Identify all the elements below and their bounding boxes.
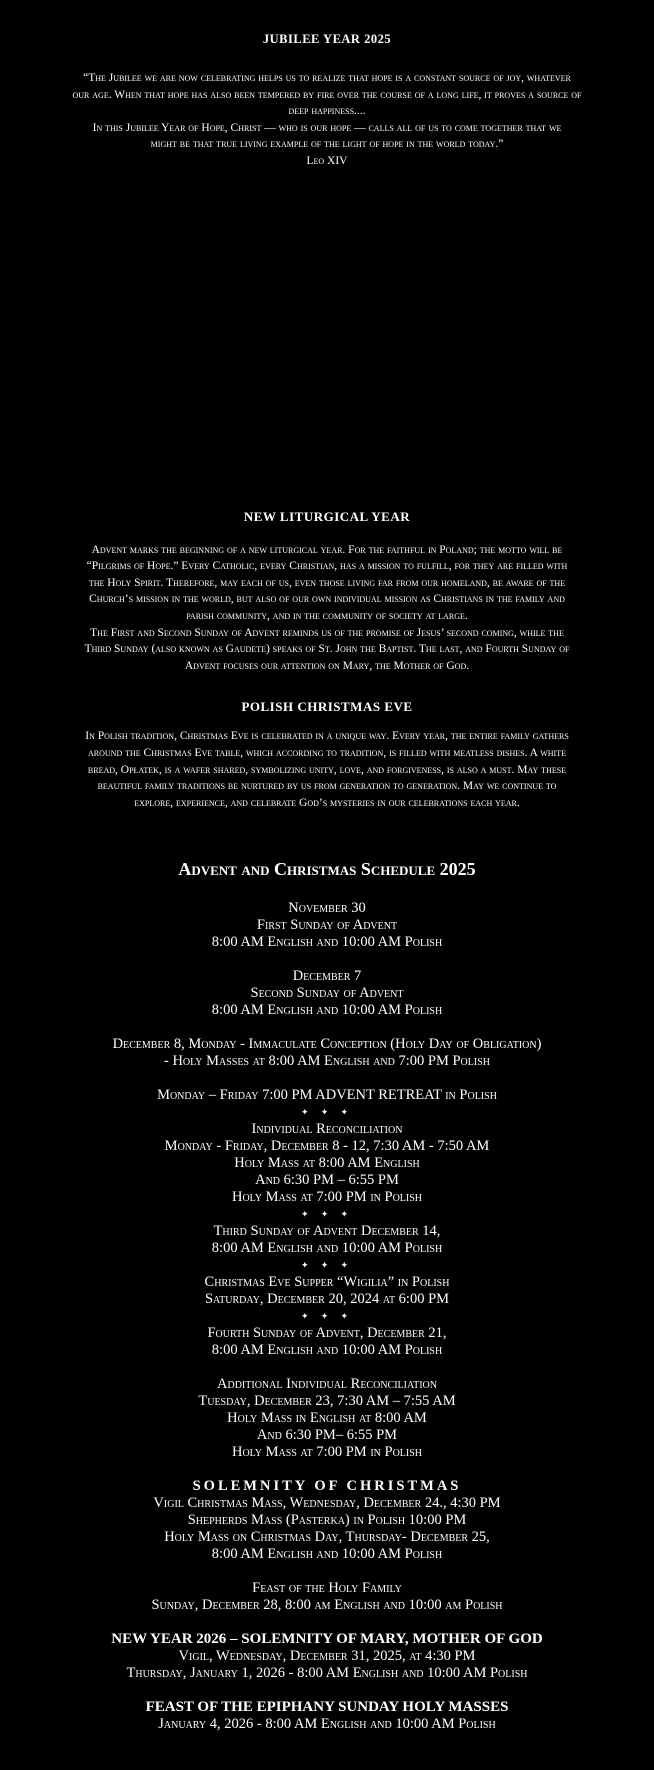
- text-line: And 6:30 PM – 6:55 PM: [255, 1172, 399, 1189]
- text-line: 8:00 AM English and 10:00 AM Polish: [211, 1342, 443, 1359]
- text-line: Church’s mission in the world, but also of our own individual mission as Christians in the family and: [89, 593, 565, 606]
- text-line: 8:00 AM English and 10:00 AM Polish: [211, 1546, 443, 1563]
- separator-ornament: ✦ ✦ ✦: [300, 1311, 354, 1322]
- text-line: In Polish tradition, Christmas Eve is celebrated in a unique way. Every year, the entire family gathers: [85, 730, 569, 743]
- text-line: Tuesday, December 23, 7:30 AM – 7:55 AM: [198, 1393, 456, 1410]
- polish-christmas-eve-paragraph: [8, 728, 646, 811]
- text-line: “The Jubilee we are now celebrating helps us to realize that hope is a constant source of joy, whatever: [83, 72, 571, 84]
- text-line: December 7: [292, 968, 362, 985]
- text-line: Second Sunday of Advent: [250, 985, 404, 1002]
- text-line: Christmas Eve Supper “Wigilia” in Polish: [204, 1274, 450, 1291]
- text-line: December 8, Monday - Immaculate Conception (Holy Day of Obligation): [112, 1036, 542, 1053]
- polish-christmas-eve-title: POLISH CHRISTMAS EVE: [241, 699, 413, 715]
- schedule-block: [8, 1478, 646, 1563]
- text-line: bread, Opłatek, is a wafer shared, symbolizing unity, love, and forgiveness, is also a must. May these: [87, 763, 567, 776]
- text-line: SOLEMNITY OF CHRISTMAS: [192, 1478, 462, 1495]
- text-line: And 6:30 PM– 6:55 PM: [256, 1427, 398, 1444]
- text-line: Vigil, Wednesday, December 31, 2025, at 4:30 PM: [178, 1648, 476, 1665]
- text-line: Advent focuses our attention on Mary, the Mother of God.: [184, 659, 470, 672]
- text-line: Holy Mass at 7:00 PM in Polish: [231, 1189, 423, 1206]
- jubilee-title: JUBILEE YEAR 2025: [262, 32, 392, 46]
- text-line: 8:00 AM English and 10:00 AM Polish: [211, 1240, 443, 1257]
- separator-ornament: ✦ ✦ ✦: [300, 1107, 354, 1118]
- text-line: Holy Mass in English at 8:00 AM: [227, 1410, 427, 1427]
- text-line: First Sunday of Advent: [256, 917, 398, 934]
- text-line: The First and Second Sunday of Advent reminds us of the promise of Jesus’ second coming, while the: [90, 626, 564, 639]
- separator-ornament: ✦ ✦ ✦: [300, 1209, 354, 1220]
- schedule-block: [8, 1699, 646, 1733]
- text-line: Holy Mass at 8:00 AM English: [234, 1155, 420, 1172]
- text-line: Individual Reconciliation: [251, 1121, 403, 1138]
- text-line: “Pilgrims of Hope.” Every Catholic, every Christian, has a mission to fulfill, for they are filled with: [86, 560, 568, 573]
- text-line: Vigil Christmas Mass, Wednesday, December 24., 4:30 PM: [153, 1495, 501, 1512]
- schedule-title: Advent and Christmas Schedule 2025: [178, 859, 476, 880]
- text-line: January 4, 2026 - 8:00 AM English and 10:00 AM Polish: [158, 1716, 496, 1733]
- schedule-block: [8, 1631, 646, 1682]
- text-line: beautiful family traditions be nurtured by us from generation to generation. May we continue to: [97, 780, 557, 793]
- schedule-block: [8, 900, 646, 951]
- separator-ornament: ✦ ✦ ✦: [300, 1260, 354, 1271]
- text-line: deep happiness....: [288, 105, 366, 118]
- text-line: - Holy Masses at 8:00 AM English and 7:00 PM Polish: [163, 1053, 490, 1070]
- schedule-block: [8, 1376, 646, 1461]
- blank-space: [8, 170, 646, 508]
- text-line: Third Sunday of Advent December 14,: [213, 1223, 441, 1240]
- text-line: FEAST OF THE EPIPHANY SUNDAY HOLY MASSES: [145, 1699, 509, 1716]
- text-line: Monday – Friday 7:00 PM ADVENT RETREAT in Polish: [157, 1087, 497, 1104]
- text-line: Fourth Sunday of Advent, December 21,: [207, 1325, 447, 1342]
- text-line: might be that true living example of the light of hope in the world today.”: [150, 138, 504, 151]
- schedule-block: [8, 1580, 646, 1614]
- text-line: Advent marks the beginning of a new liturgical year. For the faithful in Poland; the motto will be: [91, 543, 563, 556]
- liturgical-year-title: NEW LITURGICAL YEAR: [243, 508, 411, 524]
- schedule-block: [8, 968, 646, 1019]
- text-line: NEW YEAR 2026 – SOLEMNITY OF MARY, MOTHER OF GOD: [111, 1631, 543, 1648]
- liturgical-year-paragraph: [8, 542, 646, 675]
- schedule-list: [8, 900, 646, 1733]
- text-line: our age. When that hope has also been tempered by fire over the course of a long life, it proves a source of: [72, 88, 582, 101]
- jubilee-attribution: Leo XIV: [306, 154, 348, 167]
- jubilee-quote: [8, 70, 646, 153]
- text-line: the Holy Spirit. Therefore, may each of us, even those living far from our homeland, be aware of the: [88, 576, 566, 589]
- schedule-block: [8, 1036, 646, 1070]
- text-line: Third Sunday (also known as Gaudete) speaks of St. John the Baptist. The last, and Fourth Sunday of: [84, 643, 570, 656]
- text-line: Shepherds Mass (Pasterka) in Polish 10:00 PM: [187, 1512, 467, 1529]
- text-line: Additional Individual Reconciliation: [217, 1376, 437, 1393]
- text-line: Sunday, December 28, 8:00 am English and 10:00 am Polish: [151, 1597, 503, 1614]
- text-line: Saturday, December 20, 2024 at 6:00 PM: [204, 1291, 450, 1308]
- text-line: Holy Mass at 7:00 PM in Polish: [231, 1444, 423, 1461]
- text-line: Holy Mass on Christmas Day, Thursday- December 25,: [164, 1529, 490, 1546]
- text-line: Monday - Friday, December 8 - 12, 7:30 AM - 7:50 AM: [164, 1138, 490, 1155]
- text-line: In this Jubilee Year of Hope, Christ — who is our hope — calls all of us to come together that we: [92, 121, 562, 134]
- text-line: Feast of the Holy Family: [252, 1580, 402, 1597]
- text-line: November 30: [288, 900, 366, 917]
- text-line: 8:00 AM English and 10:00 AM Polish: [211, 934, 443, 951]
- text-line: explore, experience, and celebrate God’s mysteries in our celebrations each year.: [134, 796, 520, 809]
- text-line: around the Christmas Eve table, which according to tradition, is filled with meatless dishes. A white: [88, 746, 566, 759]
- schedule-block: [8, 1087, 646, 1359]
- text-line: parish community, and in the community of society at large.: [186, 609, 468, 622]
- text-line: 8:00 AM English and 10:00 AM Polish: [211, 1002, 443, 1019]
- text-line: Thursday, January 1, 2026 - 8:00 AM English and 10:00 AM Polish: [126, 1665, 528, 1682]
